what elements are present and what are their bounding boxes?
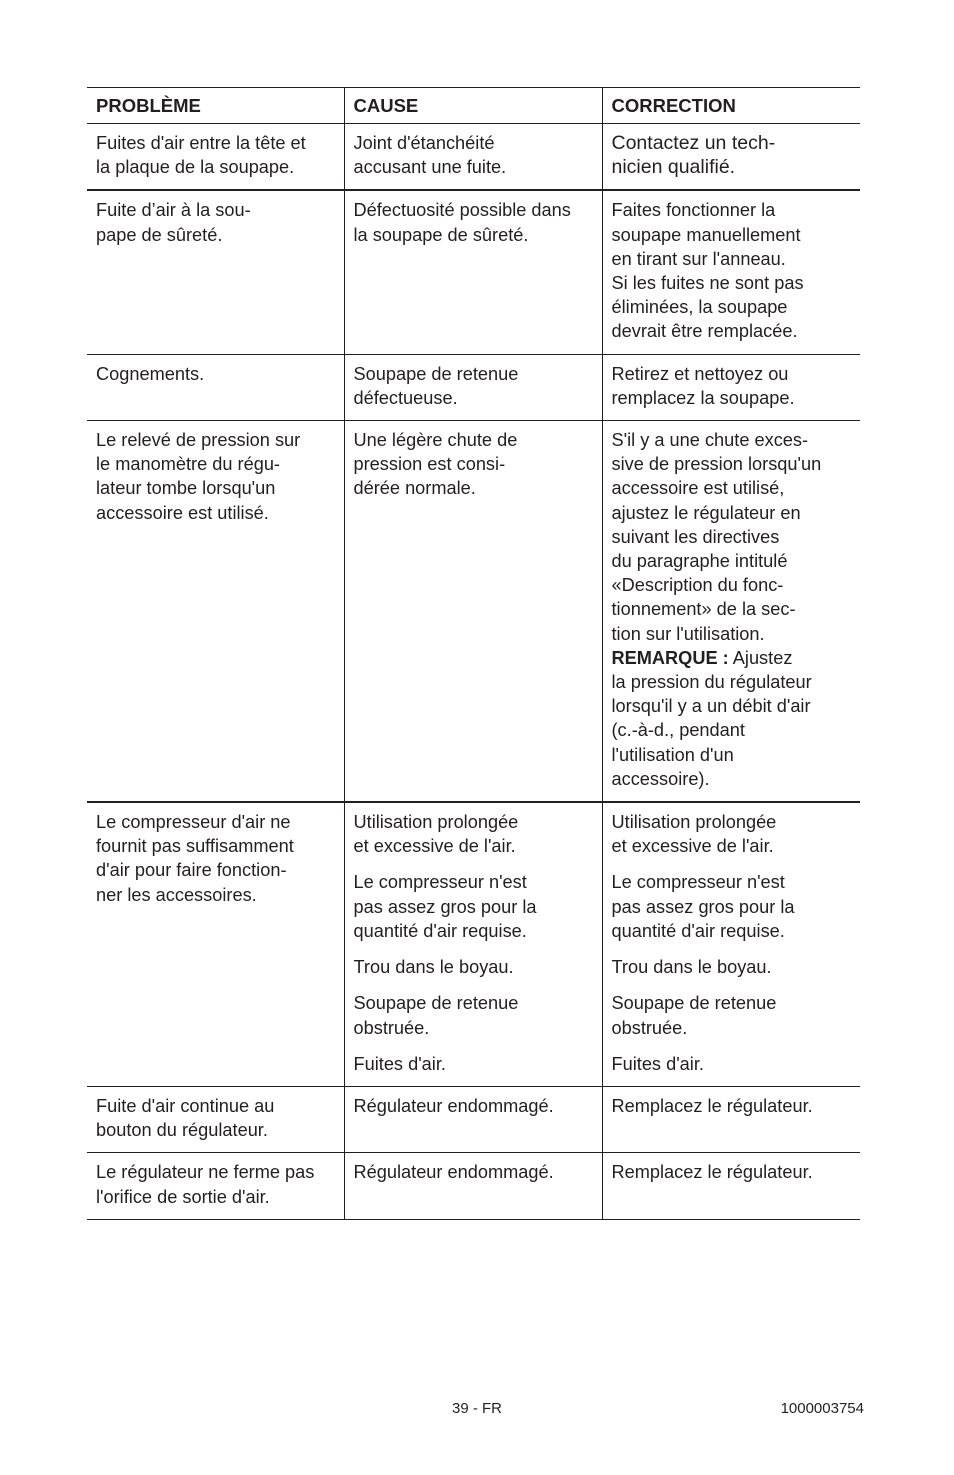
cause-cell	[344, 354, 602, 420]
text-line: soupape manuellement	[611, 224, 801, 245]
text-line: Utilisation prolongée	[611, 812, 777, 833]
problem-cell	[87, 354, 344, 420]
text-line: Retirez et nettoyez ou	[611, 363, 789, 384]
problem-cell	[87, 1086, 344, 1152]
text-line: Soupape de retenue	[353, 993, 519, 1014]
text-line: Si les fuites ne sont pas	[611, 273, 804, 294]
text-line: Cognements.	[96, 363, 205, 384]
correction-cell	[602, 421, 860, 803]
cause-cell	[344, 190, 602, 354]
table-row	[87, 1086, 860, 1152]
text-line: lorsqu'il y a un débit d'air	[611, 696, 811, 717]
text-line: obstruée.	[611, 1017, 688, 1038]
text-line: suivant les directives	[611, 526, 780, 547]
text-line: accusant une fuite.	[353, 157, 507, 178]
text-line: ner les accessoires.	[96, 884, 257, 905]
text-line: Joint d'étanchéité	[353, 133, 495, 153]
text-line: éliminées, la soupape	[611, 297, 788, 318]
cause-cell	[344, 1153, 602, 1219]
text-line: l'orifice de sortie d'air.	[96, 1186, 270, 1207]
text-line: Soupape de retenue	[611, 993, 777, 1014]
text-line: ajustez le régulateur en	[611, 502, 801, 523]
cause-cell	[344, 802, 602, 1086]
table-row	[87, 1153, 860, 1219]
table-row	[87, 421, 860, 803]
correction-cell	[602, 802, 860, 1086]
correction-cell	[602, 354, 860, 420]
text-line: la pression du régulateur	[611, 672, 812, 693]
text-line: le manomètre du régu-	[96, 454, 280, 475]
text-line: remplacez la soupape.	[611, 387, 795, 408]
text-line: devrait être remplacée.	[611, 321, 798, 342]
text-line: «Description du fonc-	[611, 575, 784, 596]
text-line: Utilisation prolongée	[353, 812, 519, 833]
table-row	[87, 190, 860, 354]
text-line: obstruée.	[353, 1017, 430, 1038]
table-row	[87, 124, 860, 191]
text-line: en tirant sur l'anneau.	[611, 248, 786, 269]
table-row	[87, 354, 860, 420]
correction-cell	[602, 124, 860, 191]
header-correction: CORRECTION	[602, 88, 860, 124]
text-line: Fuite d’air à la sou-	[96, 200, 251, 221]
text-line: fournit pas suffisamment	[96, 836, 294, 857]
text-line: Fuites d'air.	[611, 1053, 704, 1074]
text-line: nicien qualifié.	[611, 156, 736, 179]
correction-cell	[602, 1086, 860, 1152]
text-line: Régulateur endommagé.	[353, 1095, 554, 1116]
text-line: S'il y a une chute exces-	[611, 430, 809, 451]
text-line: pas assez gros pour la	[611, 896, 795, 917]
text-line: Défectuosité possible dans	[353, 200, 571, 221]
text-line: pas assez gros pour la	[353, 896, 537, 917]
troubleshooting-table	[87, 87, 860, 1220]
correction-cell	[602, 190, 860, 354]
text-line: dérée normale.	[353, 478, 476, 499]
text-line: Le régulateur ne ferme pas	[96, 1162, 315, 1183]
correction-cell	[602, 1153, 860, 1219]
text-line: Fuite d'air continue au	[96, 1095, 275, 1116]
text-line: d'air pour faire fonction-	[96, 860, 287, 881]
text-line: (c.-à-d., pendant	[611, 720, 745, 741]
header-problem: PROBLÈME	[87, 88, 344, 124]
text-line: Fuites d'air entre la tête et	[96, 133, 306, 153]
text-line: tion sur l'utilisation.	[611, 623, 765, 644]
text-line: accessoire est utilisé.	[96, 502, 269, 523]
text-line: la plaque de la soupape.	[96, 157, 295, 178]
table-row	[87, 802, 860, 1086]
text-line: Régulateur endommagé.	[353, 1162, 554, 1183]
note-label: REMARQUE :	[611, 647, 729, 668]
text-line: l'utilisation d'un	[611, 744, 734, 765]
text-line: Le compresseur d'air ne	[96, 812, 291, 833]
text-line: Remplacez le régulateur.	[611, 1095, 813, 1116]
text-line: Le compresseur n'est	[611, 872, 785, 893]
text-line: Le compresseur n'est	[353, 872, 527, 893]
note-text: Ajustez	[728, 647, 793, 668]
problem-cell	[87, 1153, 344, 1219]
cause-cell	[344, 421, 602, 803]
page-number: 39 - FR	[451, 1400, 502, 1417]
problem-cell	[87, 190, 344, 354]
text-line: Une légère chute de	[353, 430, 518, 451]
text-line: Remplacez le régulateur.	[611, 1162, 813, 1183]
text-line: quantité d'air requise.	[353, 920, 527, 941]
note-line	[612, 646, 852, 670]
problem-cell	[87, 421, 344, 803]
text-line: accessoire est utilisé,	[611, 478, 785, 499]
text-line: accessoire).	[611, 768, 710, 789]
text-line: la soupape de sûreté.	[353, 224, 529, 245]
text-line: Fuites d'air.	[353, 1053, 446, 1074]
problem-cell	[87, 802, 344, 1086]
text-line: lateur tombe lorsqu'un	[96, 478, 276, 499]
text-line: bouton du régulateur.	[96, 1120, 268, 1141]
text-line: et excessive de l'air.	[611, 836, 774, 857]
text-line: Trou dans le boyau.	[611, 957, 772, 978]
text-line: Trou dans le boyau.	[353, 957, 514, 978]
text-line: du paragraphe intitulé	[611, 551, 788, 572]
text-line: quantité d'air requise.	[611, 920, 785, 941]
text-line: Faites fonctionner la	[611, 200, 776, 221]
text-line: pression est consi-	[353, 454, 506, 475]
cause-cell	[344, 124, 602, 191]
problem-cell	[87, 124, 344, 191]
header-cause: CAUSE	[344, 88, 602, 124]
text-line: Soupape de retenue	[353, 363, 519, 384]
text-line: pape de sûreté.	[96, 224, 223, 245]
table-header-row	[87, 88, 860, 124]
text-line: tionnement» de la sec-	[611, 599, 796, 620]
text-line: et excessive de l'air.	[353, 836, 516, 857]
document-number: 1000003754	[780, 1400, 864, 1417]
text-line: défectueuse.	[353, 387, 458, 408]
text-line: sive de pression lorsqu'un	[611, 454, 822, 475]
cause-cell	[344, 1086, 602, 1152]
text-line: Contactez un tech-	[611, 132, 776, 154]
text-line: Le relevé de pression sur	[96, 430, 301, 451]
